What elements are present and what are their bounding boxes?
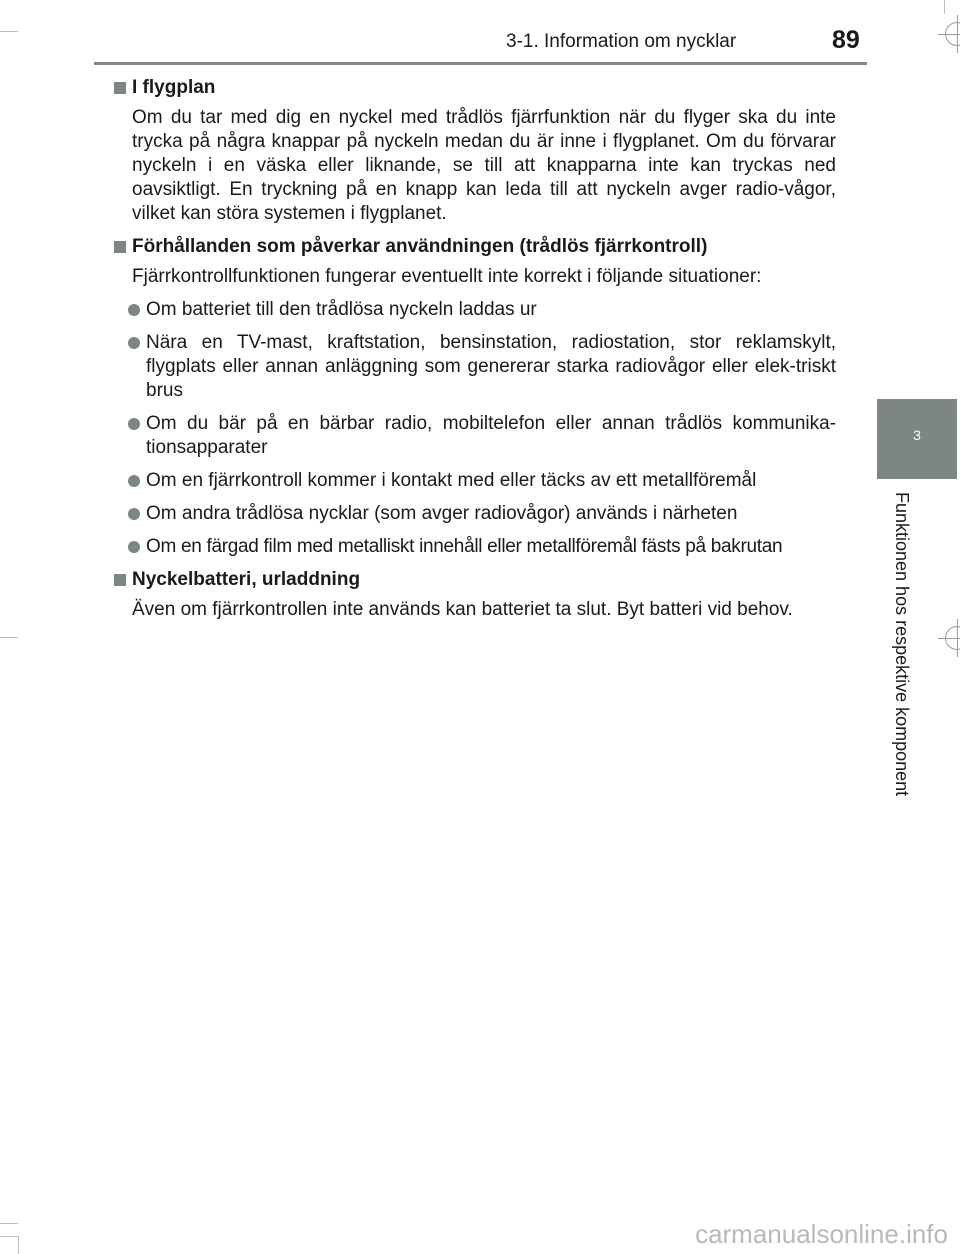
registration-mark-icon — [945, 22, 960, 46]
section-paragraph: Om du tar med dig en nyckel med trådlös fjärrfunktion när du flyger ska du inte trycka på några knappar på nyckeln medan du är inne i flygplanet. Om du förvarar nyckeln i en väska eller liknande, se till att knapparna inte kan tryckas ned oavsiktligt. En tryckning på en knapp kan leda till att nyckeln avger radio-vågor, vilket kan störa systemen i flygplanet. — [132, 107, 836, 224]
list-item — [128, 331, 836, 403]
square-bullet-icon — [114, 241, 126, 253]
circle-bullet-icon — [128, 508, 140, 520]
page-number: 89 — [832, 26, 860, 54]
chapter-tab — [877, 399, 957, 479]
page-content — [112, 76, 836, 631]
list-item — [128, 469, 836, 493]
section-battery — [112, 568, 836, 622]
section-heading — [112, 76, 836, 100]
list-item-text: Nära en TV-mast, kraftstation, bensinstation, radiostation, stor reklamskylt, flygplats eller annan anläggning som genererar starka radiovågor eller elek-triskt brus — [146, 332, 836, 401]
crop-mark — [0, 637, 18, 638]
section-heading-text: I flygplan — [132, 77, 216, 98]
section-conditions — [112, 235, 836, 559]
header-rule — [94, 62, 867, 65]
chapter-number: 3 — [913, 427, 921, 443]
section-heading-text: Nyckelbatteri, urladdning — [132, 569, 361, 590]
list-item-text: Om du bär på en bärbar radio, mobiltelefon eller annan trådlös kommunika-tionsapparater — [146, 413, 836, 458]
section-in-airplane — [112, 76, 836, 226]
registration-mark-icon — [945, 626, 960, 650]
list-item — [128, 502, 836, 526]
crop-mark — [0, 1236, 18, 1237]
circle-bullet-icon — [128, 475, 140, 487]
section-heading — [112, 568, 836, 592]
circle-bullet-icon — [128, 337, 140, 349]
section-heading — [112, 235, 836, 259]
chapter-title: Funktionen hos respektive komponent — [892, 492, 912, 797]
list-item-text: Om andra trådlösa nycklar (som avger radiovågor) används i närheten — [146, 503, 738, 524]
section-paragraph: Fjärrkontrollfunktionen fungerar eventuellt inte korrekt i följande situationer: — [132, 266, 762, 287]
circle-bullet-icon — [128, 304, 140, 316]
square-bullet-icon — [114, 82, 126, 94]
list-item — [128, 535, 836, 559]
list-item-text: Om en fjärrkontroll kommer i kontakt med eller täcks av ett metallföremål — [146, 470, 757, 491]
list-item-text: Om batteriet till den trådlösa nyckeln laddas ur — [146, 299, 537, 320]
section-paragraph: Även om fjärrkontrollen inte används kan batteriet ta slut. Byt batteri vid behov. — [132, 599, 793, 620]
list-item-text: Om en färgad film med metalliskt innehåll eller metallföremål fästs på bakrutan — [146, 536, 783, 557]
running-header: 3-1. Information om nycklar — [506, 31, 737, 52]
watermark: carmanualsonline.info — [695, 1219, 948, 1249]
crop-mark — [18, 1236, 19, 1254]
crop-mark — [944, 0, 945, 14]
section-heading-text: Förhållanden som påverkar användningen (trådlös fjärrkontroll) — [132, 236, 708, 257]
circle-bullet-icon — [128, 541, 140, 553]
list-item — [128, 412, 836, 460]
crop-mark — [0, 1223, 18, 1224]
circle-bullet-icon — [128, 418, 140, 430]
square-bullet-icon — [114, 574, 126, 586]
list-item — [128, 298, 836, 322]
crop-mark — [0, 31, 18, 32]
